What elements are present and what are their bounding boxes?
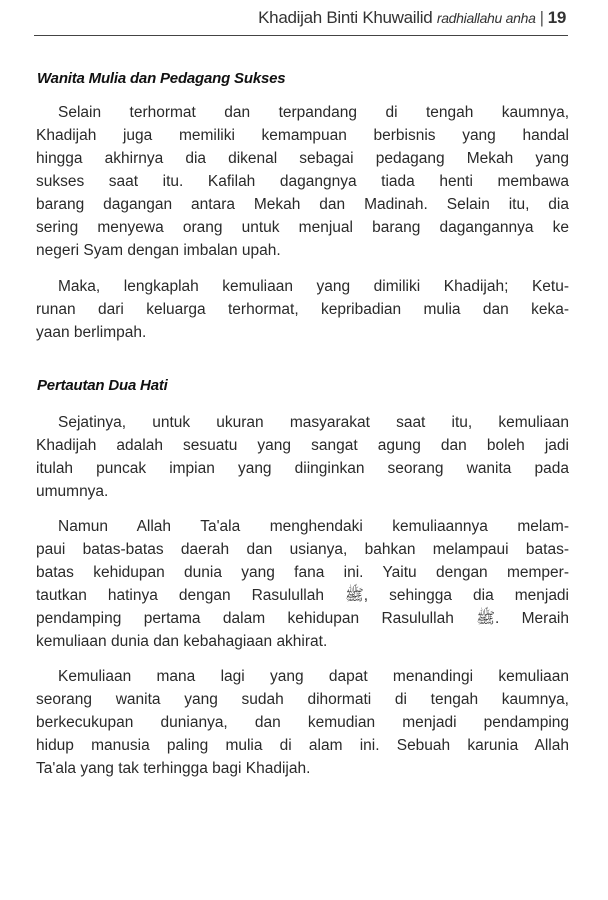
text-line: Namun Allah Ta'ala menghendaki kemuliaannya melam- bbox=[58, 518, 569, 535]
paragraph bbox=[36, 515, 569, 653]
text-line: Khadijah adalah sesuatu yang sangat agung dan boleh jadi bbox=[36, 437, 569, 454]
header-rule bbox=[34, 35, 568, 36]
paragraph bbox=[36, 411, 569, 503]
text-line: barang dagangan antara Mekah dan Madinah. Selain itu, dia bbox=[36, 196, 569, 213]
book-title: Khadijah Binti Khuwailid bbox=[258, 8, 433, 27]
paragraph bbox=[36, 101, 569, 262]
text-line: sukses saat itu. Kafilah dagangnya tiada henti membawa bbox=[36, 173, 569, 190]
text-line: batas kehidupan dunia yang fana ini. Yaitu dengan memper- bbox=[36, 564, 569, 581]
text-line: pendamping pertama dalam kehidupan Rasulullah ﷺ. Meraih bbox=[36, 610, 569, 627]
text-line: tautkan hatinya dengan Rasulullah ﷺ, sehingga dia menjadi bbox=[36, 587, 569, 604]
text-line: Selain terhormat dan terpandang di tengah kaumnya, bbox=[58, 104, 569, 121]
running-header bbox=[258, 8, 566, 28]
text-line: Khadijah juga memiliki kemampuan berbisnis yang handal bbox=[36, 127, 569, 144]
honorific: radhiallahu anha bbox=[436, 10, 536, 26]
paragraph bbox=[36, 275, 569, 344]
text-line: itulah puncak impian yang diinginkan seorang wanita pada bbox=[36, 460, 569, 477]
text-line: kemuliaan dunia dan kebahagiaan akhirat. bbox=[36, 633, 328, 650]
text-line: Ta'ala yang tak terhingga bagi Khadijah. bbox=[36, 760, 311, 777]
text-line: Sejatinya, untuk ukuran masyarakat saat itu, kemuliaan bbox=[58, 414, 569, 431]
text-line: paui batas-batas daerah dan usianya, bahkan melampaui batas- bbox=[36, 541, 569, 558]
text-line: hingga akhirnya dia dikenal sebagai pedagang Mekah yang bbox=[36, 150, 569, 167]
text-line: seorang wanita yang sudah dihormati di tengah kaumnya, bbox=[36, 691, 569, 708]
text-line: yaan berlimpah. bbox=[36, 324, 147, 341]
paragraph bbox=[36, 665, 569, 780]
text-line: sering menyewa orang untuk menjual barang dagangannya ke bbox=[36, 219, 569, 236]
text-line: negeri Syam dengan imbalan upah. bbox=[36, 242, 281, 259]
text-line: berkecukupan dunianya, dan kemudian menjadi pendamping bbox=[36, 714, 569, 731]
section-heading-1: Wanita Mulia dan Pedagang Sukses bbox=[37, 70, 286, 87]
text-line: umumnya. bbox=[36, 483, 109, 500]
text-line: hidup manusia paling mulia di alam ini. Sebuah karunia Allah bbox=[36, 737, 569, 754]
section-heading-2: Pertautan Dua Hati bbox=[37, 377, 168, 394]
text-line: Kemuliaan mana lagi yang dapat menandingi kemuliaan bbox=[58, 668, 569, 685]
text-line: Maka, lengkaplah kemuliaan yang dimiliki Khadijah; Ketu- bbox=[58, 278, 569, 295]
header-separator: | bbox=[539, 8, 544, 27]
page-number: 19 bbox=[547, 8, 566, 27]
text-line: runan dari keluarga terhormat, kepribadian mulia dan keka- bbox=[36, 301, 569, 318]
